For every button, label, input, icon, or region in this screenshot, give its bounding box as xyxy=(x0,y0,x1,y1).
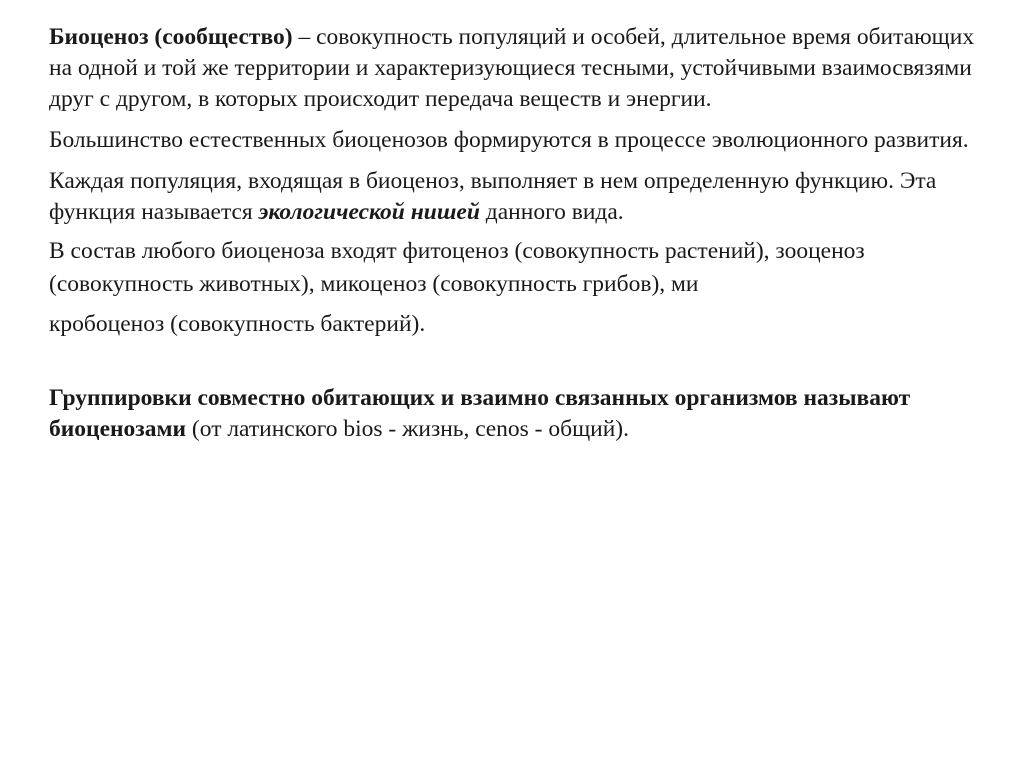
slide-content xyxy=(49,22,994,445)
term-groupings: Группировки совместно обитающих и взаимно связанных организмов называют биоценозами xyxy=(49,385,911,442)
natural-biocenoses-text: Большинство естественных биоценозов формируются в процессе эволюционного развития. xyxy=(49,127,969,153)
paragraph-ecological-niche xyxy=(49,166,994,228)
paragraph-biocenoses-summary xyxy=(49,383,994,445)
composition-text: В состав любого биоценоза входят фитоценоз (совокупность растений), зооценоз (совокупность животных), микоценоз (совокупность грибов), ми xyxy=(49,238,865,297)
etymology-text: (от латинского bios - жизнь, cenos - общий). xyxy=(186,416,630,442)
niche-text-before: Каждая популяция, входящая в биоценоз, выполняет в нем определенную функцию. Эта функция называется xyxy=(49,168,937,225)
paragraph-biocenosis-definition xyxy=(49,22,994,115)
composition-text-last-line: кробоценоз (совокупность бактерий). xyxy=(49,311,426,337)
niche-text-after: данного вида. xyxy=(479,199,624,225)
term-ecological-niche: экологической нишей xyxy=(258,199,480,225)
term-biocenosis: Биоценоз (сообщество) xyxy=(49,24,293,50)
definition-text: – совокупность популяций и особей, длительное время обитающих на одной и той же территории и характеризующиеся тесными, устойчивыми взаимосвязями друг с другом, в которых происходит передача веществ и энергии. xyxy=(49,24,975,112)
paragraph-natural-biocenoses xyxy=(49,125,994,156)
paragraph-biocenosis-composition xyxy=(49,235,994,341)
